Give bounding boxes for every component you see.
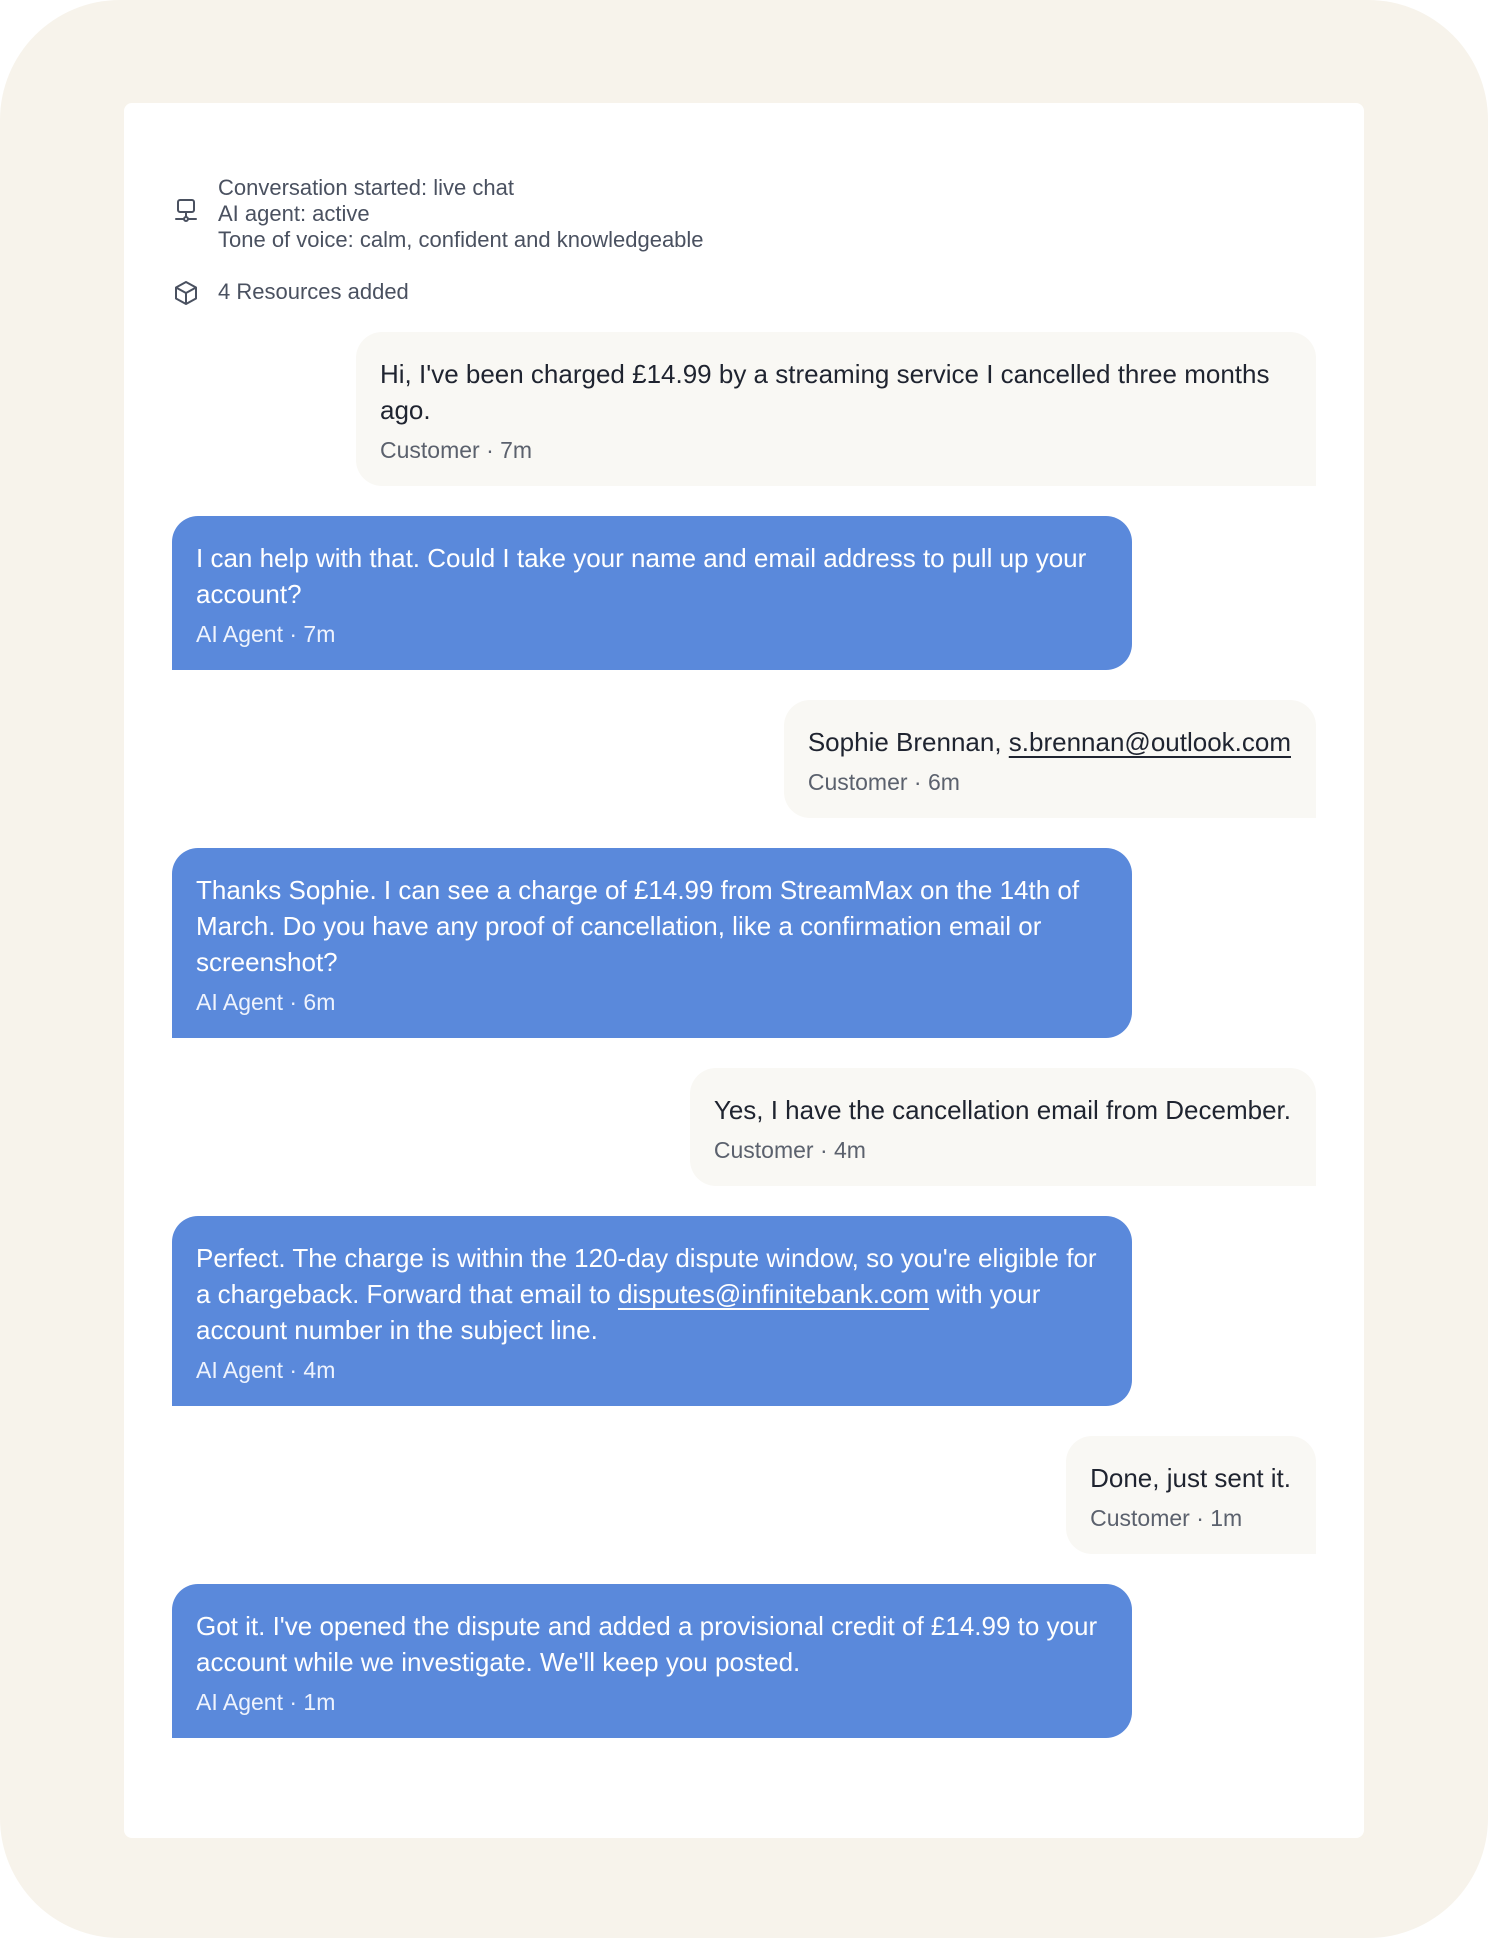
message-meta: Customer · 1m [1090, 1505, 1243, 1531]
message-text: I can help with that. Could I take your name and email address to pull up your account? [196, 543, 1087, 609]
message-text [196, 1240, 1107, 1348]
message-meta: Customer · 7m [380, 437, 533, 463]
message-text: Thanks Sophie. I can see a charge of £14.99 from StreamMax on the 14th of March. Do you have any proof of cancellation, like a confirmation email or screenshot? [196, 875, 1080, 977]
conversation-started-text: Conversation started: live chat [218, 175, 514, 200]
message-text: Yes, I have the cancellation email from December. [713, 1095, 1291, 1125]
message-text [808, 724, 1291, 760]
message-text-prefix: Sophie Brennan, [807, 727, 1009, 757]
email-link[interactable]: disputes@infinitebank.com [617, 1279, 930, 1309]
agent-message [172, 516, 1132, 670]
agent-message [172, 1216, 1132, 1406]
ai-agent-status-text: AI agent: active [218, 201, 370, 226]
message-meta: AI Agent · 4m [196, 1357, 336, 1383]
message-text-suffix: with your account number in the subject line. [196, 1279, 1041, 1345]
email-link[interactable]: s.brennan@outlook.com [1008, 727, 1291, 757]
agent-message [172, 848, 1132, 1038]
cube-icon [172, 279, 200, 307]
message-text: Got it. I've opened the dispute and added a provisional credit of £14.99 to your account while we investigate. We'll keep you posted. [196, 1611, 1098, 1677]
chat-panel [124, 103, 1364, 1838]
message-meta: Customer · 6m [807, 769, 960, 795]
message-text-prefix: Perfect. The charge is within the 120-day dispute window, so you're eligible for a chargeback. Forward that email to [196, 1243, 1097, 1309]
message-text: Done, just sent it. [1090, 1463, 1291, 1493]
agent-message [172, 1584, 1132, 1738]
agent-desk-icon [172, 197, 200, 225]
tone-of-voice-text: Tone of voice: calm, confident and knowledgeable [218, 227, 704, 252]
message-text: Hi, I've been charged £14.99 by a streaming service I cancelled three months ago. [380, 359, 1270, 425]
customer-message [784, 700, 1316, 818]
resources-added[interactable] [172, 279, 409, 307]
conversation-info [172, 175, 704, 253]
customer-message [1066, 1436, 1316, 1554]
message-meta: AI Agent · 7m [196, 621, 336, 647]
customer-message [356, 332, 1316, 486]
message-meta: AI Agent · 1m [196, 1689, 336, 1715]
message-meta: AI Agent · 6m [196, 989, 336, 1015]
customer-message [690, 1068, 1316, 1186]
message-meta: Customer · 4m [713, 1137, 866, 1163]
resources-added-label: 4 Resources added [218, 279, 409, 304]
